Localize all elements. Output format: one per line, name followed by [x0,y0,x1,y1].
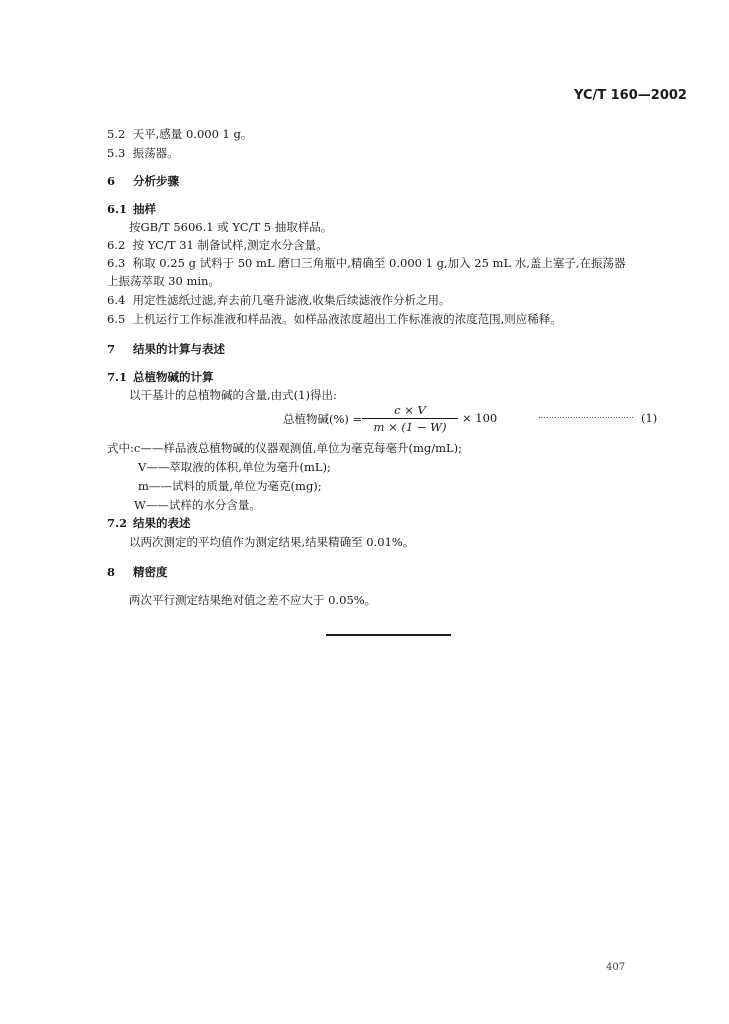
clause-7-2-text: 以两次测定的平均值作为测定结果,结果精确至 0.01%。 [129,535,415,549]
clause-6-3 [107,255,626,271]
formula-lhs: 总植物碱(%) = [283,412,363,426]
clause-number: 6.4 [107,293,126,307]
page-number: 407 [606,962,626,973]
clause-text: 上机运行工作标准液和样品液。如样品液浓度超出工作标准液的浓度范围,则应稀释。 [132,312,562,326]
clause-number: 7.1 [107,370,128,384]
formula-multiplier: × 100 [462,411,498,425]
clause-text: 按 YC/T 31 制备试样,测定水分含量。 [132,238,328,252]
clause-6-3-continuation: 上振荡萃取 30 min。 [107,274,220,288]
where-w: W——试样的水分含量。 [134,498,261,512]
section-number: 7 [107,342,116,356]
section-7-heading [107,341,225,357]
clause-6-5 [107,311,562,327]
clause-number: 6.5 [107,312,126,326]
clause-text: 振荡器。 [132,146,179,160]
clause-title: 抽样 [133,202,157,216]
formula-equation-number: (1) [641,411,658,425]
clause-text: 天平,感量 0.000 1 g。 [132,127,253,141]
section-number: 6 [107,174,116,188]
formula-denominator: m × (1 − W) [373,420,447,434]
clause-number: 7.2 [107,516,128,530]
formula-leader-dots: ……………………………… [538,411,634,420]
section-title: 分析步骤 [133,174,180,188]
section-title: 结果的计算与表述 [133,342,226,356]
standard-code: YC/T 160—2002 [574,88,687,103]
clause-7-1-heading [107,369,214,385]
clause-6-1-text: 按GB/T 5606.1 或 YC/T 5 抽取样品。 [129,220,333,234]
clause-text: 称取 0.25 g 试料于 50 mL 磨口三角瓶中,精确至 0.000 1 g,加入 25 mL 水,盖上塞子,在振荡器 [132,256,626,270]
clause-5-2 [107,126,252,142]
clause-7-1-text: 以干基计的总植物碱的含量,由式(1)得出: [129,388,337,402]
clause-6-1-heading [107,201,156,217]
where-m: m——试料的质量,单位为毫克(mg); [138,479,322,493]
clause-7-2-heading [107,515,191,531]
fraction-bar [362,418,458,419]
clause-number: 6.2 [107,238,126,252]
where-c: 式中:c——样品液总植物碱的仪器观测值,单位为毫克每毫升(mg/mL); [107,441,462,455]
clause-5-3 [107,145,179,161]
section-number: 8 [107,565,116,579]
clause-number: 6.1 [107,202,128,216]
end-rule [326,634,451,636]
formula-numerator: c × V [394,403,426,417]
section-title: 精密度 [133,565,168,579]
section-6-heading [107,173,179,189]
section-8-text: 两次平行测定结果绝对值之差不应大于 0.05%。 [129,593,377,607]
clause-title: 结果的表述 [133,516,191,530]
where-v: V——萃取液的体积,单位为毫升(mL); [138,460,331,474]
clause-number: 5.3 [107,146,126,160]
clause-6-2 [107,237,328,253]
section-8-heading [107,564,168,580]
clause-number: 5.2 [107,127,126,141]
clause-number: 6.3 [107,256,126,270]
clause-title: 总植物碱的计算 [133,370,214,384]
clause-text: 用定性滤纸过滤,弃去前几毫升滤液,收集后续滤液作分析之用。 [132,293,451,307]
clause-6-4 [107,292,450,308]
